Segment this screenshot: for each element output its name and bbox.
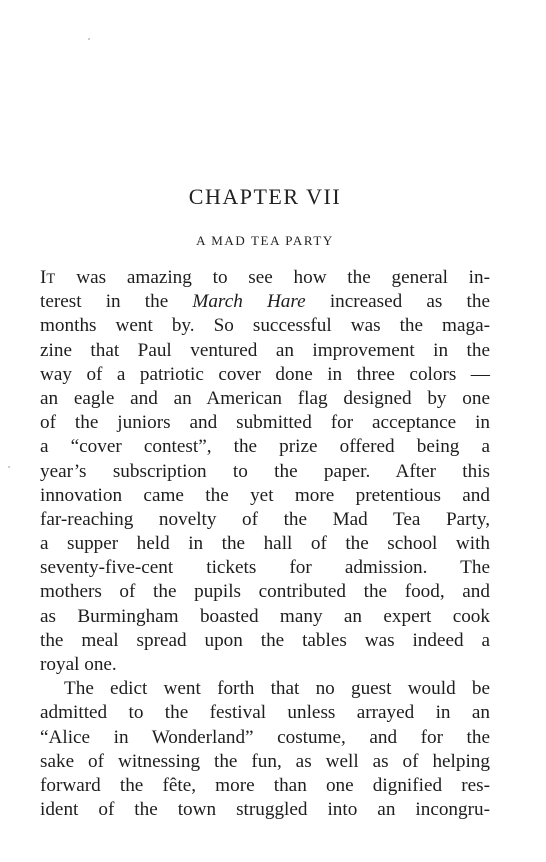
text-line: royal one. [40,654,117,675]
drop-cap: IT [40,267,56,288]
text-line: an eagle and an American flag designed by one [40,387,490,409]
chapter-subtitle: A MAD TEA PARTY [196,233,334,248]
chapter-heading: CHAPTER VII [188,184,342,209]
paper-speck [8,466,10,468]
text-line: seventy-five-cent tickets for admission. The [40,557,490,579]
text-line: terest in the March Hare increased as the [40,291,490,313]
text-line: “Alice in Wonderland” costume, and for the [40,726,490,748]
text-line: far-reaching novelty of the Mad Tea Party, [40,508,490,530]
text-line: a “cover contest”, the prize offered being a [40,436,490,458]
text-line: forward the fête, more than one dignified res- [40,774,490,796]
text-line: sake of witnessing the fun, as well as of helping [40,750,490,772]
text-line: admitted to the festival unless arrayed in an [40,702,490,724]
text-line: The edict went forth that no guest would be [64,678,490,700]
body-text [40,266,490,822]
text-line: innovation came the yet more pretentious and [40,484,490,506]
paper-speck [88,38,90,40]
text-line: ident of the town struggled into an incongru- [40,799,490,821]
text-line: as Burmingham boasted many an expert cook [40,605,490,627]
text-line: mothers of the pupils contributed the food, and [40,581,490,603]
text-line: IT was amazing to see how the general in- [40,267,490,288]
magazine-title: March Hare [192,291,306,313]
text-line: of the juniors and submitted for acceptance in [40,412,490,434]
text-line: the meal spread upon the tables was indeed a [40,629,490,651]
text-line: zine that Paul ventured an improvement in the [40,339,490,361]
text-line: way of a patriotic cover done in three colors — [40,363,490,385]
text-line: a supper held in the hall of the school with [40,533,490,555]
text-line: months went by. So successful was the maga- [40,315,490,337]
text-line: year’s subscription to the paper. After this [40,460,490,482]
